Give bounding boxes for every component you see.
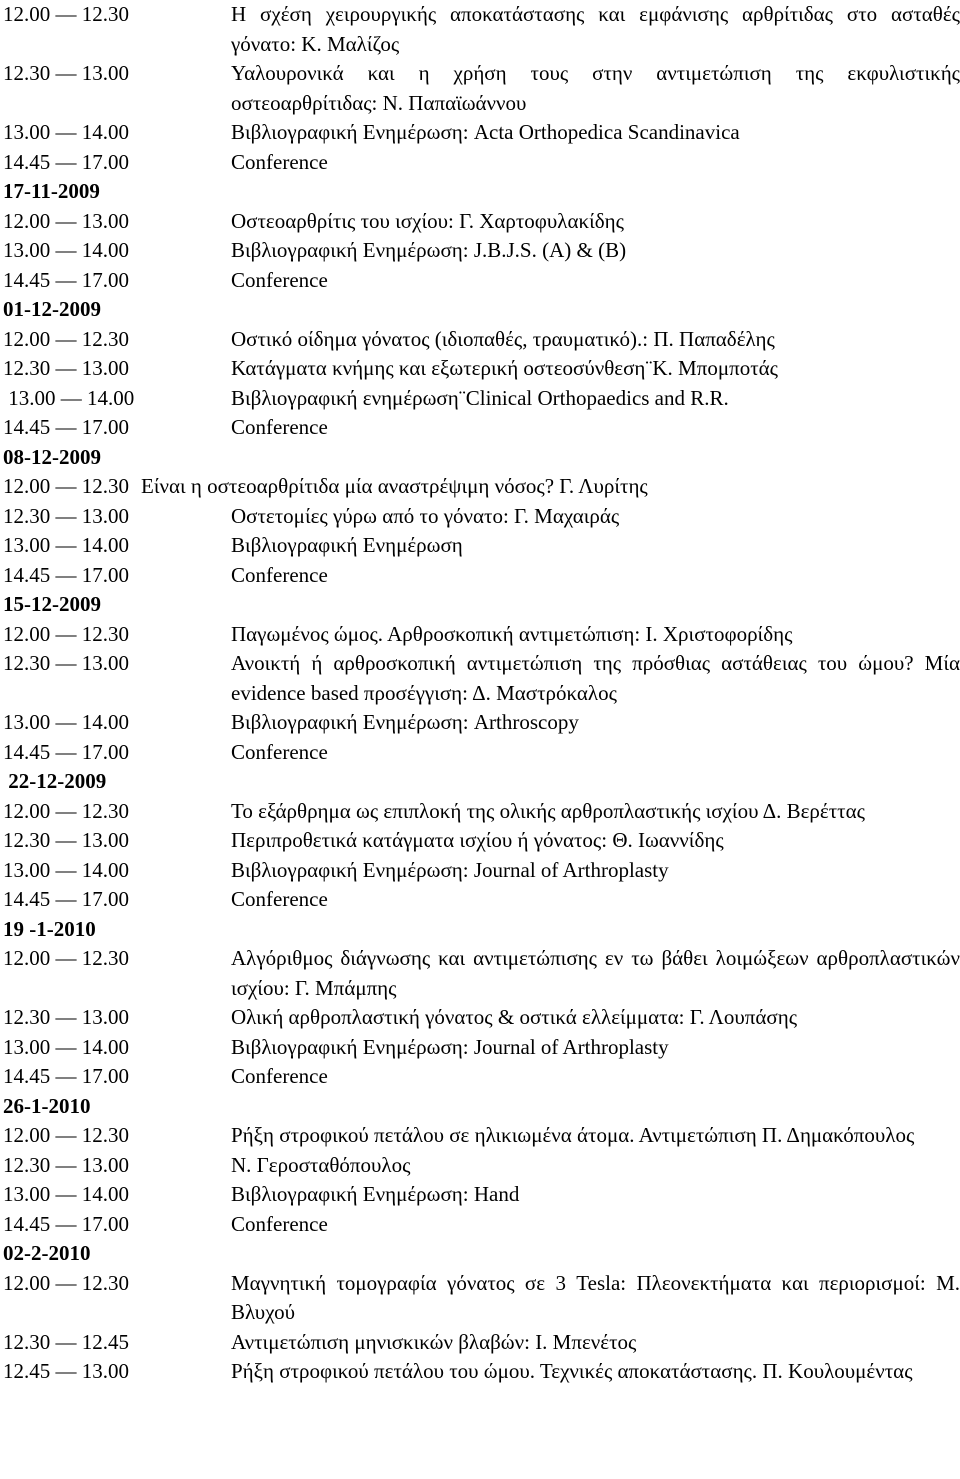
schedule-row (3, 413, 960, 443)
schedule-row (3, 236, 960, 266)
date-label: 15-12-2009 (3, 592, 101, 616)
schedule-row (3, 1151, 960, 1181)
date-label: 01-12-2009 (3, 297, 101, 321)
time-slot: 12.30 — 13.00 (3, 651, 129, 675)
session-description: Αντιμετώπιση μηνισκικών βλαβών: Ι. Μπενέτος (231, 1329, 637, 1354)
schedule-row (3, 354, 960, 384)
time-slot: 12.30 — 13.00 (3, 356, 129, 380)
time-slot: 13.00 — 14.00 (3, 1182, 129, 1206)
session-description: Conference (231, 149, 328, 174)
time-slot: 12.30 — 12.45 (3, 1329, 129, 1354)
schedule-row (3, 649, 960, 708)
time-slot: 13.00 — 14.00 (3, 120, 129, 144)
time-slot: 12.00 — 12.30 (3, 798, 129, 823)
time-slot: 12.00 — 12.30 (3, 326, 129, 351)
time-slot: 12.00 — 12.30 (3, 946, 129, 970)
schedule-row (3, 885, 960, 915)
schedule-row (3, 708, 960, 738)
date-label: 08-12-2009 (3, 444, 101, 469)
session-description: Βιβλιογραφική Ενημέρωση: Journal of Arthroplasty (231, 1034, 669, 1059)
time-slot: 14.45 — 17.00 (3, 267, 129, 292)
schedule-row (3, 1062, 960, 1092)
time-slot: 13.00 — 14.00 (3, 857, 129, 882)
date-heading (3, 1239, 960, 1269)
schedule-row (3, 0, 960, 59)
session-description: Conference (231, 1064, 328, 1088)
time-slot: 13.00 — 14.00 (3, 533, 129, 557)
date-heading (3, 590, 960, 620)
session-description: Conference (231, 1211, 328, 1236)
session-description: Ανοικτή ή αρθροσκοπική αντιμετώπιση της πρόσθιας αστάθειας του ώμου? Μία evidence based προσέγγιση: Δ. Μαστρόκαλος (231, 651, 960, 705)
session-description: Ολική αρθροπλαστική γόνατος & οστικά ελλείμματα: Γ. Λουπάσης (231, 1005, 798, 1029)
time-slot: 14.45 — 17.00 (3, 149, 129, 174)
session-description: Η σχέση χειρουργικής αποκατάστασης και εμφάνισης αρθρίτιδας στο ασταθές γόνατο: Κ. Μαλίζος (231, 2, 960, 56)
schedule-row (3, 561, 960, 591)
time-slot: 14.45 — 17.00 (3, 887, 129, 911)
session-description: Βιβλιογραφική Ενημέρωση: J.B.J.S. (A) & (B) (231, 238, 627, 262)
session-description: Conference (231, 415, 328, 439)
session-description: Κατάγματα κνήμης και εξωτερική οστεοσύνθεση¨Κ. Μπομποτάς (231, 356, 778, 380)
schedule-row (3, 1269, 960, 1328)
schedule-row (3, 472, 960, 502)
time-slot: 12.30 — 13.00 (3, 1152, 129, 1177)
session-description: Conference (231, 267, 328, 292)
session-description: Βιβλιογραφική Ενημέρωση (231, 533, 463, 557)
session-description: Conference (231, 562, 328, 587)
session-description: Είναι η οστεοαρθρίτιδα μία αναστρέψιμη νόσος? Γ. Λυρίτης (141, 474, 648, 498)
date-heading (3, 915, 960, 945)
time-slot: 13.00 — 14.00 (3, 1034, 129, 1059)
schedule-row (3, 148, 960, 178)
date-label: 02-2-2010 (3, 1241, 91, 1265)
session-description: Βιβλιογραφική Ενημέρωση: Hand (231, 1182, 520, 1206)
time-slot: 14.45 — 17.00 (3, 1211, 129, 1236)
date-label: 17-11-2009 (3, 179, 100, 203)
session-description: Οστεοαρθρίτις του ισχίου: Γ. Χαρτοφυλακίδης (231, 208, 624, 233)
date-label: 22-12-2009 (3, 769, 107, 793)
date-heading (3, 767, 960, 797)
schedule-row (3, 797, 960, 827)
session-description: Μαγνητική τομογραφία γόνατος σε 3 Tesla: Πλεονεκτήματα και περιορισμοί: Μ. Βλυχού (231, 1270, 960, 1324)
schedule-row (3, 1180, 960, 1210)
session-description: Το εξάρθρημα ως επιπλοκή της ολικής αρθροπλαστικής ισχίου Δ. Βερέττας (231, 798, 865, 823)
session-description: Οστικό οίδημα γόνατος (ιδιοπαθές, τραυματικό).: Π. Παπαδέλης (231, 326, 775, 351)
session-description: Υαλουρονικά και η χρήση τους στην αντιμετώπιση της εκφυλιστικής οστεοαρθρίτιδας: Ν. Παπαϊωάννου (231, 61, 960, 115)
time-slot: 12.00 — 12.30 (3, 2, 129, 26)
time-slot: 14.45 — 17.00 (3, 415, 129, 439)
schedule-row (3, 266, 960, 296)
schedule-row (3, 620, 960, 650)
date-heading (3, 177, 960, 207)
session-description: Περιπροθετικά κατάγματα ισχίου ή γόνατος: Θ. Ιωαννίδης (231, 828, 724, 852)
time-slot: 12.45 — 13.00 (3, 1359, 129, 1383)
session-description: Οστετομίες γύρω από το γόνατο: Γ. Μαχαιράς (231, 503, 620, 528)
date-heading (3, 443, 960, 473)
schedule-row (3, 1210, 960, 1240)
session-description: Ρήξη στροφικού πετάλου του ώμου. Τεχνικές αποκατάστασης. Π. Κουλουμέντας (231, 1359, 913, 1383)
schedule-row (3, 1357, 960, 1387)
session-description: Παγωμένος ώμος. Αρθροσκοπική αντιμετώπιση: Ι. Χριστοφορίδης (231, 621, 793, 646)
schedule-row (3, 1328, 960, 1358)
time-slot: 14.45 — 17.00 (3, 739, 129, 764)
time-slot: 12.00 — 13.00 (3, 208, 129, 233)
session-description: Ν. Γεροσταθόπουλος (231, 1152, 411, 1177)
time-slot: 13.00 — 14.00 (3, 238, 129, 262)
schedule-row (3, 856, 960, 886)
schedule-row (3, 826, 960, 856)
schedule-row (3, 118, 960, 148)
time-slot: 12.00 — 12.30 (3, 1123, 129, 1147)
time-slot: 12.30 — 13.00 (3, 503, 129, 528)
session-description: Αλγόριθμος διάγνωσης και αντιμετώπισης εν τω βάθει λοιμώξεων αρθροπλαστικών ισχίου: Γ. Μπάμπης (231, 946, 960, 1000)
session-description: Βιβλιογραφική ενημέρωση¨Clinical Orthopaedics and R.R. (231, 385, 729, 410)
session-description: Βιβλιογραφική Ενημέρωση: Arthroscopy (231, 710, 579, 734)
date-heading (3, 295, 960, 325)
session-description: Βιβλιογραφική Ενημέρωση: Journal of Arthroplasty (231, 857, 669, 882)
schedule-row (3, 1121, 960, 1151)
date-heading (3, 1092, 960, 1122)
time-slot: 12.30 — 13.00 (3, 828, 129, 852)
time-slot: 12.00 — 12.30 (3, 474, 129, 498)
schedule-row (3, 325, 960, 355)
schedule-row (3, 59, 960, 118)
time-slot: 13.00 — 14.00 (3, 710, 129, 734)
schedule-row (3, 944, 960, 1003)
time-slot: 12.00 — 12.30 (3, 621, 129, 646)
session-description: Conference (231, 739, 328, 764)
date-label: 19 -1-2010 (3, 916, 96, 941)
schedule-row (3, 1003, 960, 1033)
session-description: Βιβλιογραφική Ενημέρωση: Acta Orthopedica Scandinavica (231, 120, 740, 144)
schedule-row (3, 738, 960, 768)
time-slot: 13.00 — 14.00 (3, 385, 135, 410)
time-slot: 14.45 — 17.00 (3, 562, 129, 587)
time-slot: 14.45 — 17.00 (3, 1064, 129, 1088)
schedule-row (3, 1033, 960, 1063)
schedule-row (3, 531, 960, 561)
time-slot: 12.30 — 13.00 (3, 61, 129, 85)
time-slot: 12.00 — 12.30 (3, 1270, 129, 1295)
session-description: Conference (231, 887, 328, 911)
schedule-row (3, 502, 960, 532)
schedule-row (3, 384, 960, 414)
schedule-row (3, 207, 960, 237)
session-description: Ρήξη στροφικού πετάλου σε ηλικιωμένα άτομα. Αντιμετώπιση Π. Δημακόπουλος (231, 1123, 915, 1147)
time-slot: 12.30 — 13.00 (3, 1005, 129, 1029)
date-label: 26-1-2010 (3, 1093, 91, 1118)
